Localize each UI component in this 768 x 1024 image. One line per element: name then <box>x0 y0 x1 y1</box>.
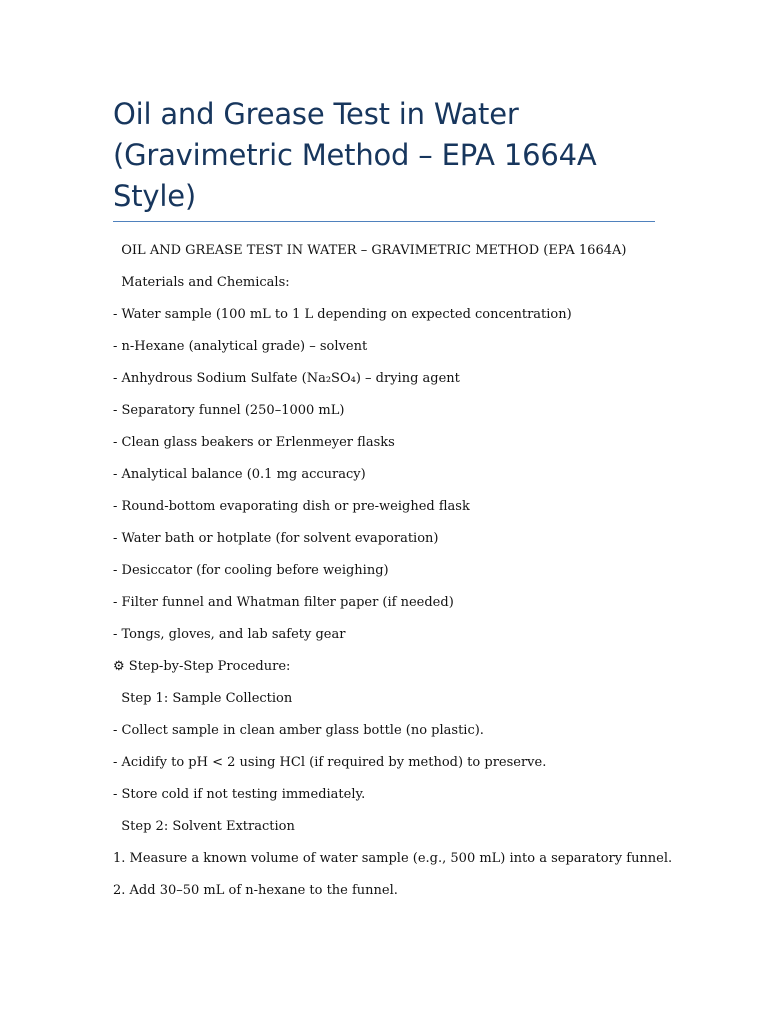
title-divider <box>113 221 655 222</box>
list-item: - Acidify to pH < 2 using HCl (if required by method) to preserve. <box>113 755 547 770</box>
document-title: Oil and Grease Test in Water (Gravimetric Method – EPA 1664A Style) <box>113 97 597 213</box>
step-heading: Step 2: Solvent Extraction <box>113 819 295 834</box>
list-item: - Desiccator (for cooling before weighing) <box>113 563 389 578</box>
list-item: - Separatory funnel (250–1000 mL) <box>113 403 345 418</box>
list-item: - Filter funnel and Whatman filter paper (if needed) <box>113 595 454 610</box>
list-item: - Round-bottom evaporating dish or pre-weighed flask <box>113 499 470 514</box>
step-heading: Step 1: Sample Collection <box>113 691 293 706</box>
document-body <box>113 240 713 912</box>
section-heading: OIL AND GREASE TEST IN WATER – GRAVIMETRIC METHOD (EPA 1664A) <box>113 243 627 258</box>
procedure-heading: ⚙ Step-by-Step Procedure: <box>113 659 291 674</box>
list-item: - Collect sample in clean amber glass bottle (no plastic). <box>113 723 484 738</box>
list-item: - Analytical balance (0.1 mg accuracy) <box>113 467 366 482</box>
list-item: - Store cold if not testing immediately. <box>113 787 366 802</box>
list-item: - Anhydrous Sodium Sulfate (Na₂SO₄) – drying agent <box>113 371 460 386</box>
list-item: - Water sample (100 mL to 1 L depending on expected concentration) <box>113 307 572 322</box>
list-item: - Clean glass beakers or Erlenmeyer flasks <box>113 435 395 450</box>
list-item: - n-Hexane (analytical grade) – solvent <box>113 339 368 354</box>
list-item: - Water bath or hotplate (for solvent evaporation) <box>113 531 439 546</box>
numbered-item: 2. Add 30–50 mL of n-hexane to the funnel. <box>113 883 398 898</box>
subsection-heading: Materials and Chemicals: <box>113 275 290 290</box>
list-item: - Tongs, gloves, and lab safety gear <box>113 627 346 642</box>
numbered-item: 1. Measure a known volume of water sample (e.g., 500 mL) into a separatory funnel. <box>113 851 673 866</box>
